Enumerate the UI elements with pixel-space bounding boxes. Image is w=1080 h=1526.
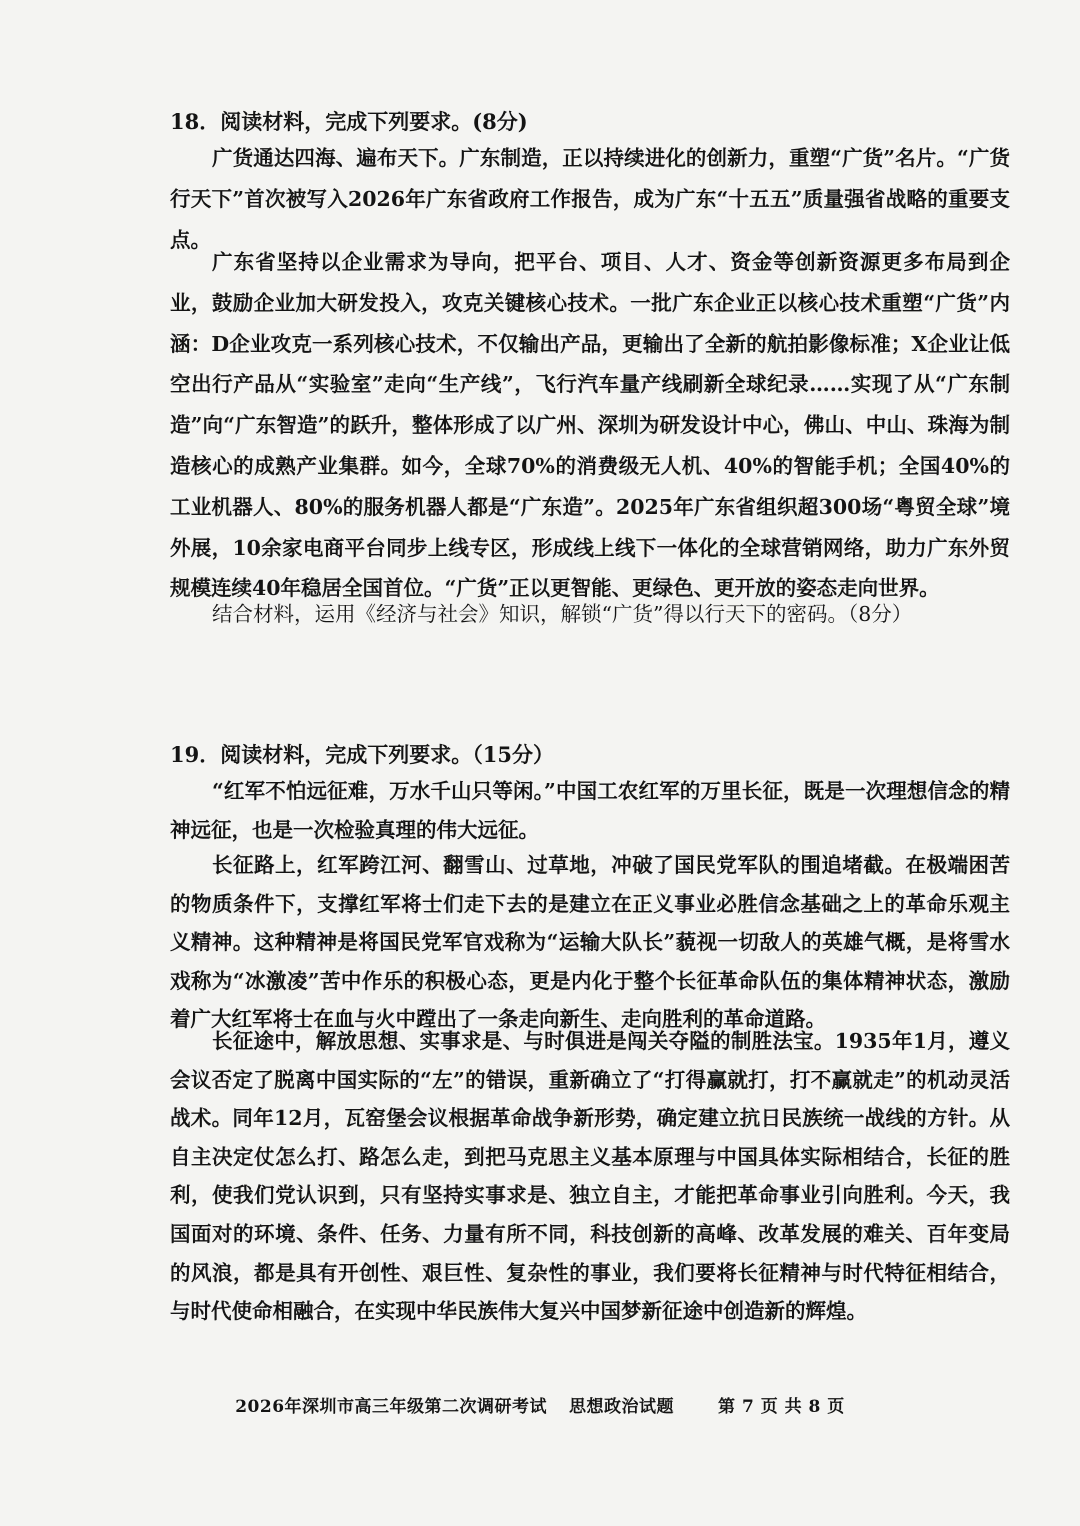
question-18-heading: 18．阅读材料，完成下列要求。(8分) [170, 109, 528, 134]
question-19-heading: 19．阅读材料，完成下列要求。（15分） [170, 742, 554, 767]
question-19-paragraph-3: 长征途中，解放思想、实事求是、与时俱进是闯关夺隘的制胜法宝。1935年1月，遵义会议否定了脱离中国实际的“左”的错误，重新确立了“打得赢就打，打不赢就走”的机动灵活战术。同年12月，瓦窑堡会议根据革命战争新形势，确定建立抗日民族统一战线的方针。从自主决定仗怎么打、路怎么走，到把马克思主义基本原理与中国具体实际相结合，长征的胜利，使我们党认识到，只有坚持实事求是、独立自主，才能把革命事业引向胜利。今天，我国面对的环境、条件、任务、力量有所不同，科技创新的高峰、改革发展的难关、百年变局的风浪，都是具有开创性、艰巨性、复杂性的事业，我们要将长征精神与时代特征相结合，与时代使命相融合，在实现中华民族伟大复兴中国梦新征途中创造新的辉煌。 [170, 1029, 1010, 1324]
question-18-paragraph-1: 广货通达四海、遍布天下。广东制造，正以持续进化的创新力，重塑“广货”名片。“广货行天下”首次被写入2026年广东省政府工作报告，成为广东“十五五”质量强省战略的重要支点。 [170, 146, 1010, 252]
question-18-paragraph-2: 广东省坚持以企业需求为导向，把平台、项目、人才、资金等创新资源更多布局到企业，鼓励企业加大研发投入，攻克关键核心技术。一批广东企业正以核心技术重塑“广货”内涵：D企业攻克一系列核心技术，不仅输出产品，更输出了全新的航拍影像标准；X企业让低空出行产品从“实验室”走向“生产线”，飞行汽车量产线刷新全球纪录……实现了从“广东制造”向“广东智造”的跃升，整体形成了以广州、深圳为研发设计中心，佛山、中山、珠海为制造核心的成熟产业集群。如今，全球70%的消费级无人机、40%的智能手机；全国40%的工业机器人、80%的服务机器人都是“广东造”。2025年广东省组织超300场“粤贸全球”境外展，10余家电商平台同步上线专区，形成线上线下一体化的全球营销网络，助力广东外贸规模连续40年稳居全国首位。“广货”正以更智能、更绿色、更开放的姿态走向世界。 [170, 250, 1010, 601]
exam-title: 2026年深圳市高三年级第二次调研考试 [235, 1397, 548, 1417]
question-18-task: 结合材料，运用《经济与社会》知识，解锁“广货”得以行天下的密码。（8分） [212, 602, 913, 626]
question-19-paragraph-2: 长征路上，红军跨江河、翻雪山、过草地，冲破了国民党军队的围追堵截。在极端困苦的物质条件下，支撑红军将士们走下去的是建立在正义事业必胜信念基础之上的革命乐观主义精神。这种精神是将国民党军官戏称为“运输大队长”藐视一切敌人的英雄气概，是将雪水戏称为“冰激凌”苦中作乐的积极心态，更是内化于整个长征革命队伍的集体精神状态，激励着广大红军将士在血与火中蹚出了一条走向新生、走向胜利的革命道路。 [170, 853, 1010, 1032]
page-footer [0, 1392, 1080, 1417]
subject-name: 思想政治试题 [569, 1397, 675, 1417]
question-19-paragraph-1: “红军不怕远征难，万水千山只等闲。”中国工农红军的万里长征，既是一次理想信念的精神远征，也是一次检验真理的伟大远征。 [170, 779, 1010, 842]
page-number: 第 7 页 共 8 页 [718, 1397, 845, 1417]
